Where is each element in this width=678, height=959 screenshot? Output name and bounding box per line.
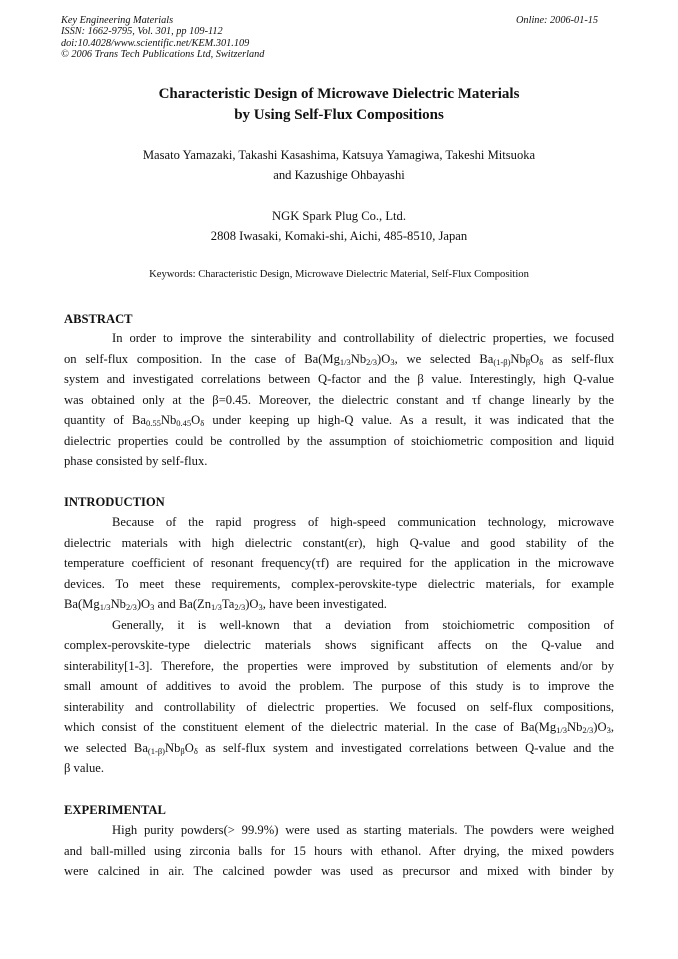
journal-meta <box>61 15 264 61</box>
affiliation <box>0 206 678 246</box>
authors-line-1: Masato Yamazaki, Takashi Kasashima, Katsuya Yamagiwa, Takeshi Mitsuoka <box>142 148 536 162</box>
intro-line: complex-perovskite-type dielectric materials shows significant affects on the Q-value and <box>64 638 614 652</box>
experimental-line: were calcined in air. The calcined powder was used as precursor and mixed with binder by <box>64 864 614 878</box>
abstract-line: phase consisted by self-flux. <box>64 454 208 468</box>
abstract-paragraph <box>64 328 614 472</box>
journal-name: Key Engineering Materials <box>61 15 174 26</box>
introduction-paragraph <box>64 512 614 779</box>
abstract-line: was obtained only at the β=0.45. Moreover, the dielectric constant and τf change linearly by the <box>64 392 614 407</box>
intro-line: β value. <box>64 761 104 775</box>
intro-line: devices. To meet these requirements, complex-perovskite-type dielectric materials, for example <box>64 576 614 591</box>
experimental-line: High purity powders(> 99.9%) were used as starting materials. The powders were weighed <box>112 823 614 837</box>
copyright-line: © 2006 Trans Tech Publications Ltd, Switzerland <box>61 49 265 61</box>
abstract-heading: ABSTRACT <box>64 312 133 326</box>
affiliation-line-2: 2808 Iwasaki, Komaki-shi, Aichi, 485-8510, Japan <box>210 229 468 243</box>
introduction-heading: INTRODUCTION <box>64 495 165 509</box>
intro-line: which consist of the constituent element of the dielectric material. In the case of $Ba(Mg_{1/3}Nb_{2/3})O_3$, <box>64 720 614 735</box>
intro-line: temperature coefficient of resonant frequency(τf) are required for the application in the microwave <box>64 556 614 570</box>
issn-line: ISSN: 1662-9795, Vol. 301, pp 109-112 <box>61 26 223 38</box>
intro-line: we selected $Ba_{(1-\beta)}Nb_\beta O_\delta$ as self-flux system and investigated correlations between Q-value and the <box>64 740 614 756</box>
keywords: Keywords: Characteristic Design, Microwave Dielectric Material, Self-Flux Composition <box>149 269 529 280</box>
experimental-heading: EXPERIMENTAL <box>64 803 166 817</box>
intro-line: small amount of additives to avoid the problem. The purpose of this study is to improve the <box>64 679 614 693</box>
intro-line: dielectric materials with high dielectric constant(εr), high Q-value and good stability of the <box>64 535 614 550</box>
abstract-line: In order to improve the sinterability and controllability of dielectric properties, we focused <box>112 331 614 345</box>
intro-line: $Ba(Mg_{1/3}Nb_{2/3})O_3$ and $Ba(Zn_{1/3}Ta_{2/3})O_3$, have been investigated. <box>64 597 387 612</box>
online-date: Online: 2006-01-15 <box>516 15 599 26</box>
abstract-line: system and investigated correlations between Q-factor and the β value. Interestingly, high Q-value <box>64 372 614 386</box>
paper-title <box>0 84 678 126</box>
authors-line-2: and Kazushige Ohbayashi <box>273 168 405 182</box>
affiliation-line-1: NGK Spark Plug Co., Ltd. <box>272 209 406 223</box>
abstract-line: quantity of $Ba_{0.55}Nb_{0.45}O_\delta$ under keeping up high-Q value. As a result, it was indicated that the <box>64 413 614 428</box>
intro-line: Because of the rapid progress of high-speed communication technology, microwave <box>112 515 614 529</box>
abstract-line: dielectric properties could be controlled by the assumption of stoichiometric composition and liquid <box>64 433 614 448</box>
title-line-1: Characteristic Design of Microwave Dielectric Materials <box>158 86 520 102</box>
title-line-2: by Using Self-Flux Compositions <box>234 107 444 123</box>
experimental-paragraph <box>64 820 614 882</box>
experimental-line: and ball-milled using zirconia balls for 15 hours with ethanol. After drying, the mixed powders <box>64 843 614 858</box>
doi-line: doi:10.4028/www.scientific.net/KEM.301.109 <box>61 37 250 49</box>
abstract-line: on self-flux composition. In the case of $Ba(Mg_{1/3}Nb_{2/3})O_3$, we selected $Ba_{(1-\beta)}Nb_\beta O_\delta$ as self-flux <box>64 351 614 367</box>
author-list <box>0 145 678 185</box>
intro-line: sinterability and controllability of dielectric properties. We focused on self-flux compositions, <box>64 699 614 714</box>
intro-line: Generally, it is well-known that a deviation from stoichiometric composition of <box>112 617 614 632</box>
intro-line: sinterability[1-3]. Therefore, the properties were improved by substitution of elements and/or by <box>64 658 614 673</box>
